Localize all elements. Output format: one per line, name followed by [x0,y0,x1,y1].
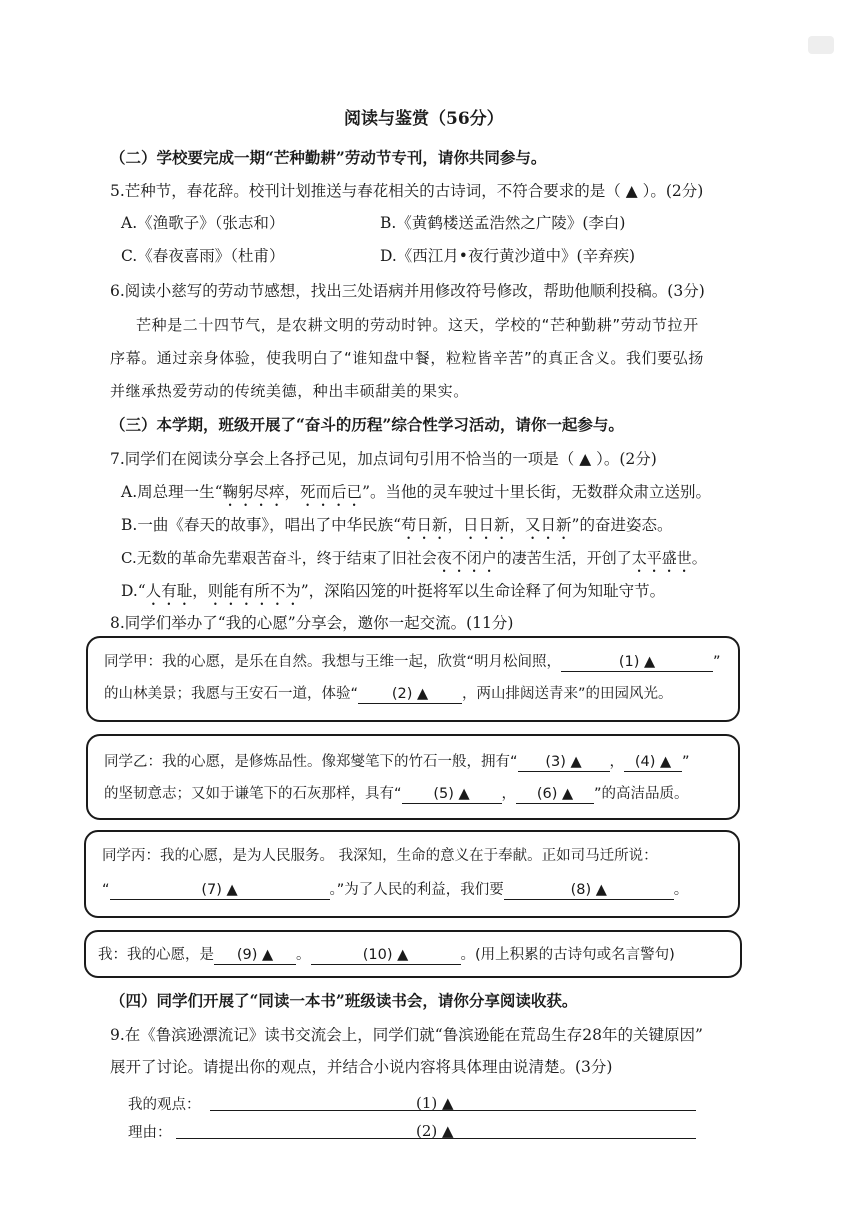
dotted-phrase: 夜不闭户 [436,549,497,567]
view-answer-mark: (1) ▲ [416,1094,454,1112]
part4-heading: （四）同学们开展了“同读一本书”班级读书会，请你分享阅读收获。 [110,991,578,1010]
q9-stem-line-2: 展开了讨论。请提出你的观点，并结合小说内容将具体理由说清楚。(3分) [110,1058,613,1076]
blank-2[interactable]: (2) ▲ [358,685,462,704]
part2-heading: （二）学校要完成一期“芒种勤耕”劳动节专刊，请你共同参与。 [110,148,547,167]
wish-box-classmate-a: 同学甲：我的心愿，是乐在自然。我想与王维一起，欣赏“明月松间照， (1) ▲ ” 的山林美景；我愿与王安石一道，体验“ (2) ▲ ，两山排闼送青来”的田园风光。 [86,636,740,722]
wish-box-me: 我：我的心愿，是 (9) ▲ 。 (10) ▲ 。(用上积累的古诗句或名言警句) [84,930,742,978]
q7-stem: 7.同学们在阅读分享会上各抒己见，加点词句引用不恰当的一项是（ ▲ ）。(2分) [110,450,657,468]
dotted-phrase: 鞠躬尽瘁，死而后已 [222,483,363,501]
dotted-phrase: 太平盛世 [631,549,692,567]
q6-passage-line-1: 芒种是二十四节气，是农耕文明的劳动时钟。这天，学校的“芒种勤耕”劳动节拉开 [136,316,699,334]
blank-10[interactable]: (10) ▲ [311,946,461,965]
section-title: 阅读与鉴赏（56分） [344,109,504,129]
q5-stem: 5.芒种节，春花辞。校刊计划推送与春花相关的古诗词，不符合要求的是（ ▲ ）。(2分) [110,182,704,200]
blank-4[interactable]: (4) ▲ [624,753,682,772]
q7-option-c: C.无数的革命先辈艰苦奋斗，终于结束了旧社会夜不闭户的凄苦生活，开创了太平盛世。 [121,549,707,567]
q6-passage-line-3: 并继承热爱劳动的传统美德，种出丰硕甜美的果实。 [110,382,469,400]
blank-7[interactable]: (7) ▲ [110,881,330,900]
reason-label: 理由： [128,1125,172,1141]
wish-box-classmate-c: 同学丙：我的心愿，是为人民服务。 我深知，生命的意义在于奉献。正如司马迁所说： “ (7) ▲ 。”为了人民的利益，我们要 (8) ▲ 。 [84,830,740,918]
view-label: 我的观点： [128,1097,201,1113]
reason-answer-mark: (2) ▲ [416,1122,454,1140]
scan-mark [808,36,834,54]
q7-option-a: A.周总理一生“鞠躬尽瘁，死而后已”。当他的灵车驶过十里长街，无数群众肃立送别。 [121,483,711,501]
blank-1[interactable]: (1) ▲ [561,653,713,672]
q6-stem: 6.阅读小慈写的劳动节感想，找出三处语病并用修改符号修改，帮助他顺利投稿。(3分) [110,282,705,300]
blank-5[interactable]: (5) ▲ [402,785,502,804]
dotted-phrase: 人有耻，则能有所不为 [145,582,301,600]
blank-8[interactable]: (8) ▲ [504,881,674,900]
q5-option-d: D.《西江月•夜行黄沙道中》(辛弃疾) [380,247,636,265]
blank-9[interactable]: (9) ▲ [214,946,296,965]
q9-stem-line-1: 9.在《鲁滨逊漂流记》读书交流会上，同学们就“鲁滨逊能在荒岛生存28年的关键原因” [110,1026,703,1044]
wish-box-classmate-b: 同学乙：我的心愿，是修炼品性。像郑燮笔下的竹石一般，拥有“ (3) ▲ ， (4) ▲ ” 的坚韧意志；又如于谦笔下的石灰那样，具有“ (5) ▲ ， (6) ▲ ”的高洁品质。 [86,734,740,820]
q7-option-d: D.“人有耻，则能有所不为”，深陷囚笼的叶挺将军以生命诠释了何为知耻守节。 [121,582,666,600]
q5-option-c: C.《春夜喜雨》（杜甫） [121,247,285,265]
part3-heading: （三）本学期，班级开展了“奋斗的历程”综合性学习活动，请你一起参与。 [110,415,624,434]
q6-passage-line-2: 序幕。通过亲身体验，使我明白了“谁知盘中餐，粒粒皆辛苦”的真正含义。我们要弘扬 [110,349,704,367]
q5-option-a: A.《渔歌子》（张志和） [121,214,285,232]
q7-option-b: B.一曲《春天的故事》，唱出了中华民族“苟日新，日日新，又日新”的奋进姿态。 [121,516,673,534]
blank-3[interactable]: (3) ▲ [518,753,610,772]
dotted-phrase: 苟日新，日日新，又日新 [401,516,572,534]
blank-6[interactable]: (6) ▲ [516,785,594,804]
q8-stem: 8.同学们举办了“我的心愿”分享会，邀你一起交流。(11分) [110,614,514,632]
q5-option-b: B.《黄鹤楼送孟浩然之广陵》(李白) [380,214,626,232]
